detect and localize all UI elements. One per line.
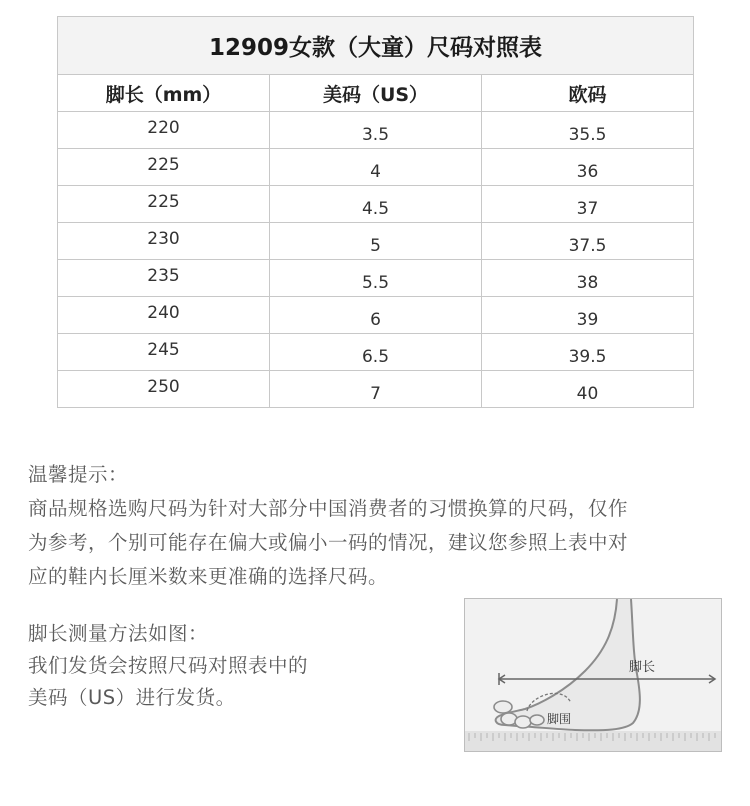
foot-length-cell: 230 bbox=[58, 223, 270, 260]
header-foot-length: 脚长（mm） bbox=[58, 75, 270, 112]
table-row bbox=[58, 223, 694, 260]
tips-line: 应的鞋内长厘米数来更准确的选择尺码。 bbox=[28, 565, 389, 588]
table-row bbox=[58, 371, 694, 408]
us-size-cell: 6.5 bbox=[270, 334, 482, 371]
measure-line: 我们发货会按照尺码对照表中的 bbox=[28, 654, 309, 677]
size-chart-table bbox=[57, 16, 694, 408]
table-row bbox=[58, 260, 694, 297]
table-title: 12909女款（大童）尺码对照表 bbox=[58, 17, 694, 75]
eu-size-cell: 35.5 bbox=[482, 112, 694, 149]
measure-section bbox=[28, 618, 448, 714]
us-size-cell: 3.5 bbox=[270, 112, 482, 149]
table-row bbox=[58, 112, 694, 149]
foot-length-cell: 245 bbox=[58, 334, 270, 371]
table-row bbox=[58, 334, 694, 371]
measure-line: 美码（US）进行发货。 bbox=[28, 686, 236, 709]
us-size-cell: 4 bbox=[270, 149, 482, 186]
foot-length-cell: 220 bbox=[58, 112, 270, 149]
header-us-size: 美码（US） bbox=[270, 75, 482, 112]
ruler-strip bbox=[465, 731, 721, 751]
eu-size-cell: 37.5 bbox=[482, 223, 694, 260]
us-size-cell: 5 bbox=[270, 223, 482, 260]
foot-girth-label: 脚围 bbox=[547, 712, 572, 726]
us-size-cell: 5.5 bbox=[270, 260, 482, 297]
eu-size-cell: 39 bbox=[482, 297, 694, 334]
eu-size-cell: 40 bbox=[482, 371, 694, 408]
foot-illustration bbox=[465, 599, 721, 751]
tips-line: 为参考，个别可能存在偏大或偏小一码的情况，建议您参照上表中对 bbox=[28, 531, 629, 554]
eu-size-cell: 37 bbox=[482, 186, 694, 223]
foot-length-cell: 235 bbox=[58, 260, 270, 297]
table-row bbox=[58, 186, 694, 223]
foot-length-label: 脚长 bbox=[629, 660, 656, 675]
foot-length-cell: 250 bbox=[58, 371, 270, 408]
foot-length-cell: 225 bbox=[58, 186, 270, 223]
tips-section bbox=[28, 458, 733, 594]
measure-heading: 脚长测量方法如图： bbox=[28, 622, 209, 645]
eu-size-cell: 36 bbox=[482, 149, 694, 186]
foot-length-cell: 225 bbox=[58, 149, 270, 186]
foot-length-cell: 240 bbox=[58, 297, 270, 334]
tips-line: 商品规格选购尺码为针对大部分中国消费者的习惯换算的尺码，仅作 bbox=[28, 497, 629, 520]
us-size-cell: 4.5 bbox=[270, 186, 482, 223]
foot-outline bbox=[496, 599, 640, 730]
tips-heading: 温馨提示： bbox=[28, 463, 129, 486]
eu-size-cell: 39.5 bbox=[482, 334, 694, 371]
header-eu-size: 欧码 bbox=[482, 75, 694, 112]
table-row bbox=[58, 149, 694, 186]
eu-size-cell: 38 bbox=[482, 260, 694, 297]
foot-measurement-figure bbox=[464, 598, 722, 752]
us-size-cell: 6 bbox=[270, 297, 482, 334]
table-row bbox=[58, 297, 694, 334]
us-size-cell: 7 bbox=[270, 371, 482, 408]
